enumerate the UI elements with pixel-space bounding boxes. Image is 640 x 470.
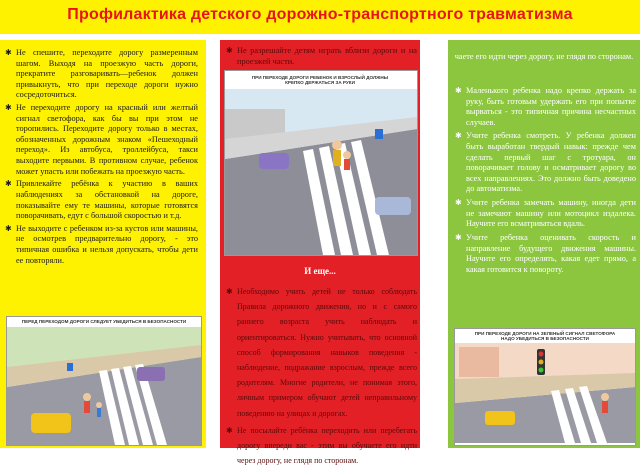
bullet-icon: ✱: [455, 198, 462, 208]
bullet-icon: ✱: [226, 287, 233, 296]
list-item: ✱ Маленького ребенка надо крепко держать за руку, быть готовым удержать его при попытке вырваться - это типичная причина несчастных случаев.: [455, 86, 636, 127]
bullet-icon: ✱: [455, 86, 462, 95]
traffic-light-scene-icon: [455, 343, 635, 443]
column-yellow: [0, 40, 206, 448]
street-scene-icon: [7, 327, 201, 445]
continued-text: чаете его идти через дорогу, не глядя по сторонам.: [454, 52, 634, 61]
advice-list-1: [2, 48, 198, 268]
list-item: ✱ Учите ребенка оценивать скорость и направление будущего движения машины. Научите его определять, какая едет прямо, а какая готовится к повороту.: [455, 232, 636, 274]
crossing-scene-icon: [225, 89, 417, 255]
list-item: ✱ Привлекайте ребёнка к участию в ваших наблюдениях за обстановкой на дороге, показывайте ему те машины, которые готовятся поворачивать, едут с большой скоростью и т.д.: [5, 179, 198, 221]
illustration-caption: ПРИ ПЕРЕХОДЕ ДОРОГИ РЕБЕНОК И ВЗРОСЛЫЙ ДОЛЖНЫ КРЕПКО ДЕРЖАТЬСЯ ЗА РУКИ: [251, 75, 389, 86]
illustration-caption: ПЕРЕД ПЕРЕХОДОМ ДОРОГИ СЛЕДУЕТ УБЕДИТЬСЯ В БЕЗОПАСНОСТИ: [21, 319, 187, 324]
column-red: [220, 40, 420, 466]
bullet-icon: ✱: [5, 103, 12, 113]
bullet-icon: ✱: [5, 48, 12, 57]
section-subheading: И еще...: [304, 266, 336, 276]
bullet-icon: ✱: [455, 232, 462, 242]
illustration-crossing-safety: [6, 316, 202, 446]
list-item: ✱ Не разрешайте детям играть вблизи дороги и на проезжей части.: [226, 46, 417, 66]
bullet-icon: ✱: [455, 131, 462, 141]
illustration-hold-hands: [224, 70, 418, 256]
list-item: ✱ Необходимо учить детей не только соблюдать Правила дорожного движения, но и с самого раннего возраста учить наблюдать и ориентироваться. Нужно учитывать, что основной способ формирования навыков поведения - наблюдение, подражание взрослым, прежде всего родителям. Многие родители, не понимая этого, личным примером обучают детей неправильному поведению на улицах и дорогах.: [223, 284, 417, 421]
list-item: ✱ Учите ребенка замечать машину, иногда дети не замечают машину или мотоцикл издалека. Научите его всматриваться вдаль.: [455, 198, 636, 229]
list-item: ✱ Учите ребенка смотреть. У ребенка должен быть выработан твердый навык: прежде чем сделать первый шаг с тротуара, он поворачивает голову и осматривает дорогу во всех направлениях. Это должно быть доведено до автоматизма.: [455, 131, 636, 194]
list-item: ✱ Не переходите дорогу на красный или желтый сигнал светофора, как бы вы при этом не торопились. Переходите дорогу только в местах, обозначенных дорожным знаком «Пешеходный переход». Из автобуса, троллейбуса, такси выходите первыми. В противном случае, ребенок может упасть или побежать на проезжую часть.: [5, 103, 198, 176]
bullet-icon: ✱: [5, 179, 12, 189]
advice-list-3: [452, 86, 636, 278]
list-item: ✱ Не спешите, переходите дорогу размеренным шагом. Выходя на проезжую часть дороги, прекратите разговаривать—ребенок должен привыкнуть, что при переходе дороги нужно сосредоточиться.: [5, 48, 198, 100]
advice-list-2-bottom: [223, 284, 417, 470]
bullet-icon: ✱: [226, 46, 233, 55]
list-item: ✱ Не выходите с ребенком из-за кустов или машины, не осмотрев предварительно дорогу, - это типичная ошибка и нельзя допускать, чтобы дети ее повторяли.: [5, 223, 198, 265]
illustration-caption: ПРИ ПЕРЕХОДЕ ДОРОГИ НА ЗЕЛЕНЫЙ СИГНАЛ СВЕТОФОРА НАДО УБЕДИТЬСЯ В БЕЗОПАСНОСТИ: [474, 331, 616, 342]
advice-list-2-top: [223, 46, 417, 69]
list-item: ✱ Не посылайте ребёнка переходить или перебегать дорогу впереди вас - этим вы обучаете его идти через дорогу, не глядя по сторонам.: [223, 423, 417, 469]
column-green: [448, 40, 640, 448]
page-title: Профилактика детского дорожно-транспортного травматизма: [67, 6, 573, 23]
bullet-icon: ✱: [5, 223, 12, 233]
bullet-icon: ✱: [226, 425, 233, 435]
illustration-green-light: [454, 328, 636, 446]
header-bar: [0, 0, 640, 34]
